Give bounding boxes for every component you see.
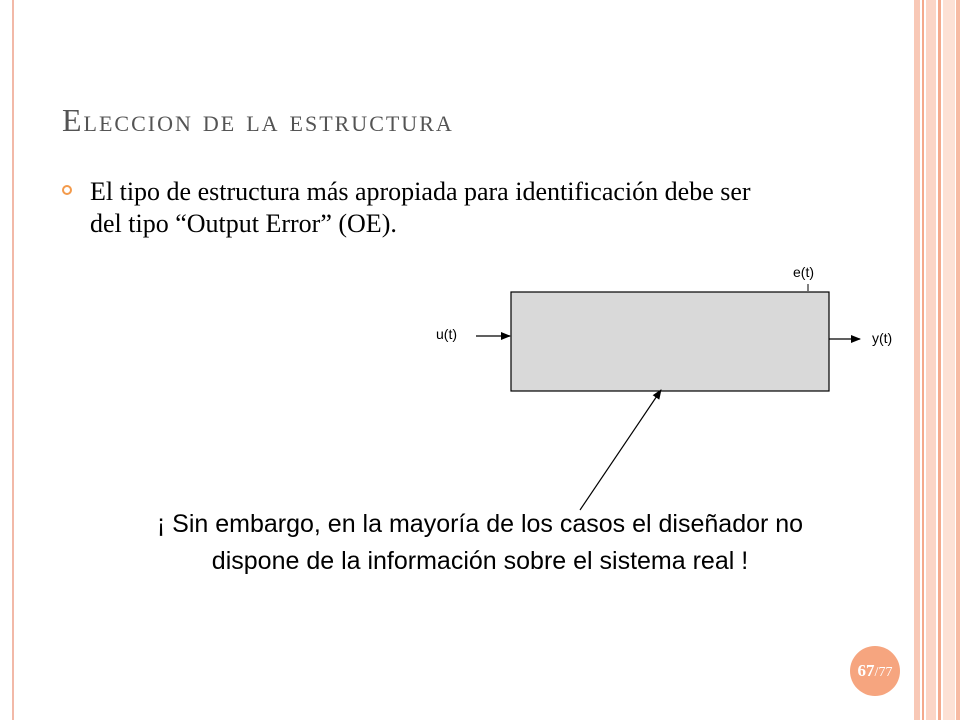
noise-label: e(t) (793, 264, 814, 280)
page-number-badge (850, 646, 900, 696)
callout-arrow (580, 390, 661, 510)
slide-title: Eleccion de la estructura (62, 102, 454, 138)
input-label: u(t) (436, 326, 457, 342)
system-block (511, 292, 829, 391)
callout-note: ¡ Sin embargo, en la mayoría de los casos el diseñador no dispone de la información sobre el sistema real ! (156, 510, 804, 575)
page-current: 67 (857, 661, 875, 680)
output-label: y(t) (872, 330, 893, 346)
page-separator: / (874, 665, 879, 680)
page-total: 77 (878, 665, 893, 680)
bullet-text: El tipo de estructura más apropiada para identificación debe ser del tipo “Output Error” (OE). (90, 177, 751, 238)
